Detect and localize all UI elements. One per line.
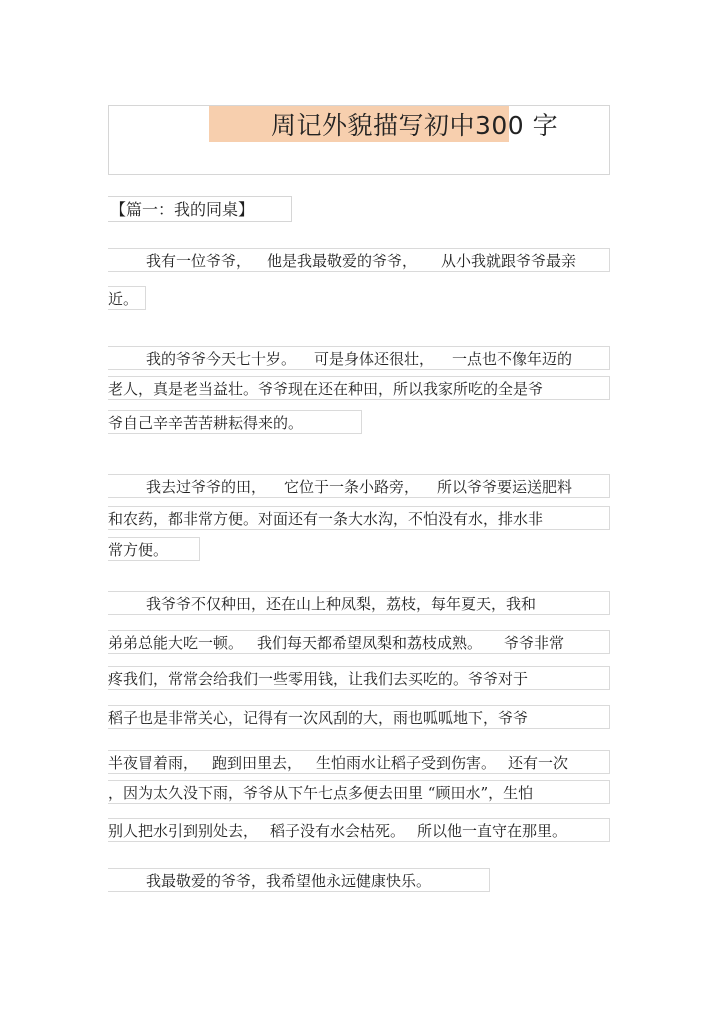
text-span: 半夜冒着雨， xyxy=(108,754,199,772)
text-span: 一点也不像年迈的 xyxy=(452,350,573,368)
text-span: 生怕雨水让稻子受到伤害。 xyxy=(316,754,497,772)
paragraph-4-line-5 xyxy=(108,750,610,774)
text-span: ，因为太久没下雨，爷爷从下午七点多便去田里 “顾田水”，生怕 xyxy=(108,784,534,802)
text-span: 弟弟总能大吃一顿。 xyxy=(108,634,244,652)
paragraph-2-line-2 xyxy=(108,376,610,400)
text-span: 他是我最敬爱的爷爷， xyxy=(267,252,418,270)
text-span: 可是身体还很壮， xyxy=(314,350,435,368)
paragraph-4-line-3 xyxy=(108,666,610,690)
text-span: 所以爷爷要运送肥料 xyxy=(437,478,573,496)
paragraph-2-line-1 xyxy=(108,346,610,370)
text-span: 爷自己辛辛苦苦耕耘得来的。 xyxy=(108,414,304,432)
text-span: 近。 xyxy=(108,290,139,308)
text-span: 我爷爷不仅种田，还在山上种凤梨，荔枝，每年夏天，我和 xyxy=(146,595,537,613)
text-span: 稻子没有水会枯死。 xyxy=(270,822,406,840)
text-span: 我去过爷爷的田， xyxy=(146,478,267,496)
text-span: 疼我们，常常会给我们一些零用钱，让我们去买吃的。爷爷对于 xyxy=(108,670,529,688)
text-span: 跑到田里去， xyxy=(212,754,303,772)
paragraph-3-line-2 xyxy=(108,506,610,530)
text-span: 我最敬爱的爷爷，我希望他永远健康快乐。 xyxy=(146,872,432,890)
text-span: 爷爷非常 xyxy=(504,634,565,652)
paragraph-1-line-2 xyxy=(108,286,146,310)
paragraph-2-line-3 xyxy=(108,410,362,434)
paragraph-4-line-6 xyxy=(108,780,610,804)
text-span: 和农药，都非常方便。对面还有一条大水沟，不怕没有水，排水非 xyxy=(108,510,544,528)
text-span: 从小我就跟爷爷最亲 xyxy=(441,252,577,270)
paragraph-4-line-2 xyxy=(108,630,610,654)
paragraph-4-line-7 xyxy=(108,818,610,842)
text-span: 老人，真是老当益壮。爷爷现在还在种田，所以我家所吃的全是爷 xyxy=(108,380,544,398)
page-title: 周记外貌描写初中300 字 xyxy=(271,111,559,140)
text-span: 我的爷爷今天七十岁。 xyxy=(146,350,297,368)
paragraph-5-line-1 xyxy=(108,868,490,892)
paragraph-3-line-1 xyxy=(108,474,610,498)
text-span: 它位于一条小路旁， xyxy=(284,478,420,496)
paragraph-4-line-4 xyxy=(108,705,610,729)
text-span: 还有一次 xyxy=(508,754,569,772)
text-span: 我们每天都希望凤梨和荔枝成熟。 xyxy=(257,634,483,652)
section-heading: 【篇一：我的同桌】 xyxy=(108,196,292,222)
text-span: 我有一位爷爷， xyxy=(146,252,252,270)
text-span: 别人把水引到别处去， xyxy=(108,822,259,840)
text-span: 稻子也是非常关心，记得有一次风刮的大，雨也呱呱地下，爷爷 xyxy=(108,709,529,727)
paragraph-4-line-1 xyxy=(108,591,610,615)
paragraph-1-line-1 xyxy=(108,248,610,272)
text-span: 所以他一直守在那里。 xyxy=(417,822,568,840)
title-box xyxy=(108,105,610,175)
text-span: 常方便。 xyxy=(108,541,169,559)
paragraph-3-line-3 xyxy=(108,537,200,561)
